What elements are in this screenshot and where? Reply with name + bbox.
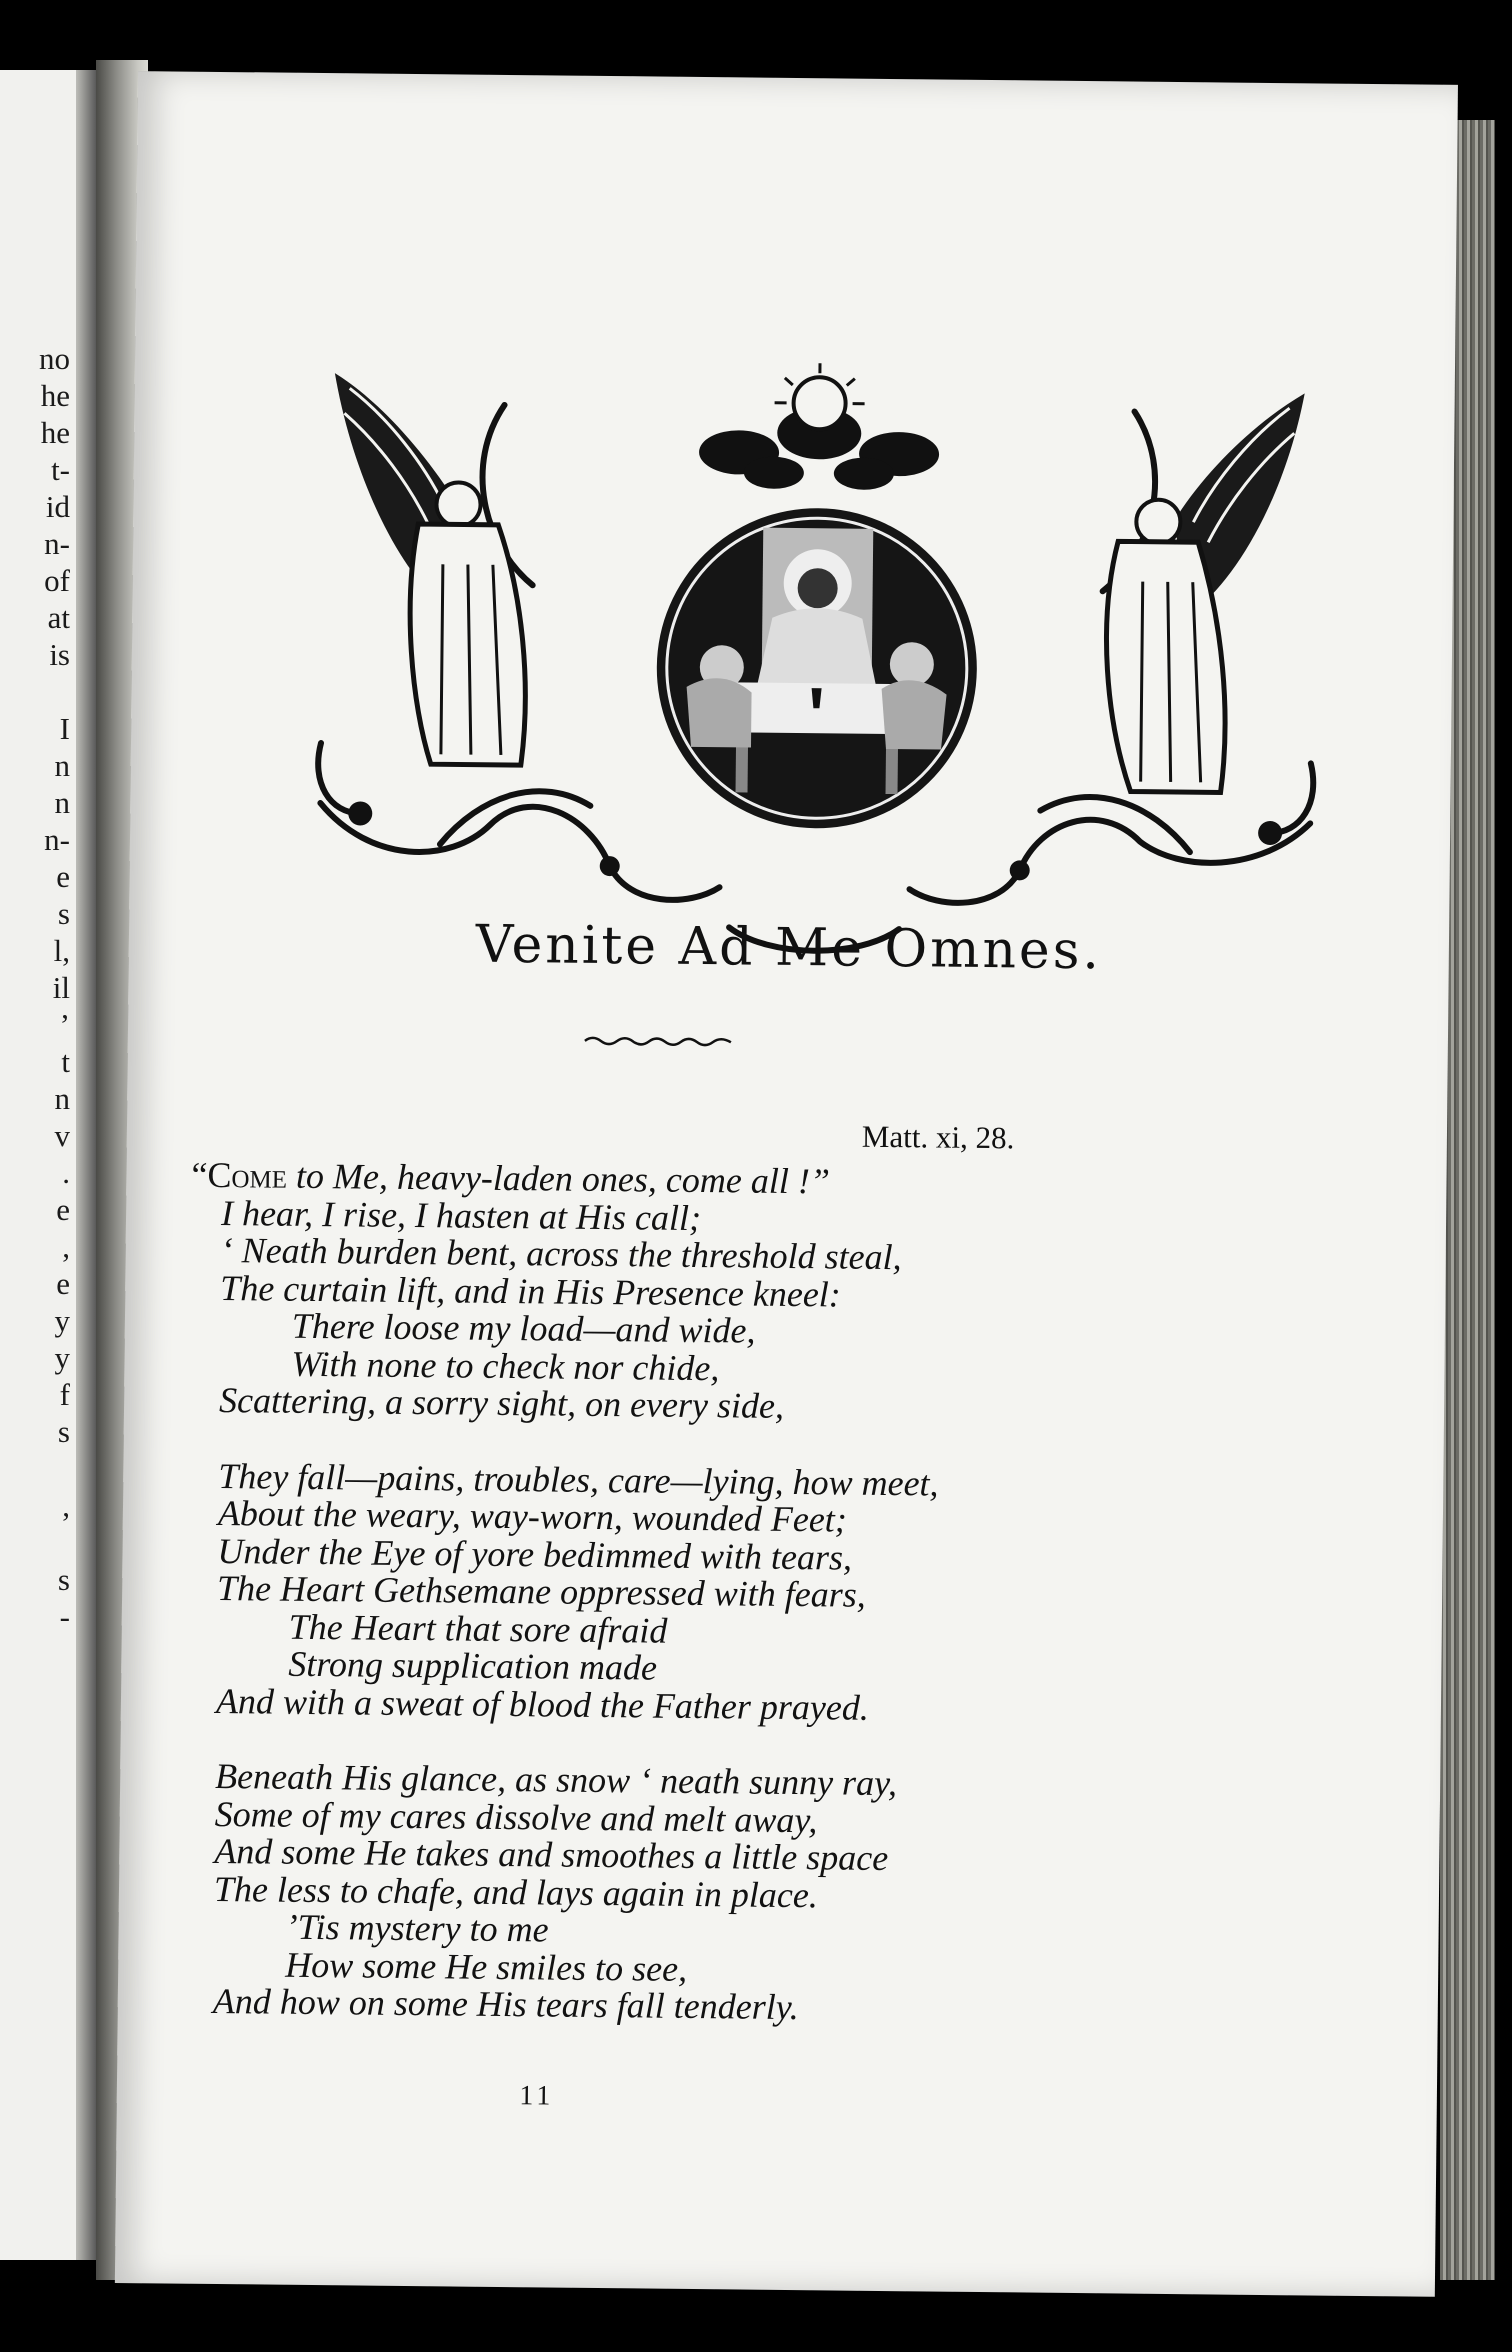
stanza	[191, 1154, 1372, 1432]
poem-line-text: Beneath His glance, as snow ‘ neath sunny ray,	[214, 1755, 898, 1804]
opening-quote: “	[191, 1154, 208, 1195]
poem-line-text: With none to check nor chide,	[291, 1343, 720, 1388]
facing-page-fragment: no	[39, 341, 70, 376]
facing-page-fragment: ,	[62, 1488, 70, 1523]
facing-page-fragment: e	[56, 1192, 70, 1227]
facing-page-fragment: s	[57, 1414, 70, 1449]
facing-page-fragment: t-	[51, 452, 70, 487]
stanza	[212, 1755, 1366, 2033]
facing-page-fragment: s	[57, 1562, 70, 1597]
poem-line-text: The less to chafe, and lays again in place.	[213, 1868, 819, 1915]
facing-page-fragment: .	[62, 1155, 70, 1190]
poem-line-text: And with a sweat of blood the Father prayed.	[215, 1680, 870, 1728]
poem-line-text: Strong supplication made	[288, 1643, 658, 1688]
facing-page-fragment: e	[56, 859, 70, 894]
book-page	[115, 71, 1458, 2297]
facing-page-fragment: he	[40, 415, 70, 450]
poem-line-text: ‘ Neath burden bent, across the threshold steal,	[220, 1230, 902, 1278]
facing-page-fragment: e	[56, 1266, 70, 1301]
poem-line-text: Under the Eye of yore bedimmed with tears,	[217, 1530, 853, 1578]
poem-line-text: And how on some His tears fall tenderly.	[212, 1980, 799, 2028]
facing-page-fragment: ’	[59, 1007, 70, 1042]
facing-page-fragment: n-	[44, 526, 70, 561]
facing-page-fragment: is	[49, 637, 70, 672]
poem-line-text: The Heart that sore afraid	[288, 1606, 668, 1651]
facing-page-fragment: il	[52, 970, 70, 1005]
facing-page-fragment: ,	[62, 1229, 70, 1264]
poem-title: Venite Ad Me Omnes.	[475, 914, 1103, 982]
facing-page-fragment: id	[45, 489, 70, 524]
poem-line-text: There loose my load—and wide,	[291, 1305, 756, 1351]
stanza	[215, 1455, 1369, 1733]
facing-page-left	[0, 70, 106, 2260]
facing-page-fragment: I	[59, 711, 70, 746]
poem-line-text: The Heart Gethsemane oppressed with fears,	[216, 1568, 866, 1615]
poem-line-text: Scattering, a sorry sight, on every side,	[218, 1380, 785, 1426]
facing-page-fragment: at	[47, 600, 70, 635]
facing-page-fragment: v	[54, 1118, 70, 1153]
facing-page-fragment: n	[54, 785, 70, 820]
facing-page-fragment: he	[40, 378, 70, 413]
facing-page-fragment: s	[57, 896, 70, 931]
facing-page-fragment: y	[54, 1340, 70, 1375]
poem-line-text: The curtain lift, and in His Presence kneel:	[220, 1267, 842, 1315]
poem-line-text: They fall—pains, troubles, care—lying, how meet,	[218, 1455, 939, 1504]
poem-body	[191, 1154, 1372, 2032]
poem-line-text: ’Tis mystery to me	[285, 1906, 549, 1950]
poem-line-text: How some He smiles to see,	[285, 1944, 688, 1989]
drop-word: Come	[207, 1154, 288, 1196]
scripture-reference: Matt. xi, 28.	[861, 1118, 1015, 1156]
poem-line-text: I hear, I rise, I hasten at His call;	[220, 1192, 702, 1238]
facing-page-fragment: n-	[44, 822, 70, 857]
page-number: 11	[519, 2080, 555, 2112]
facing-page-fragment: n	[54, 748, 70, 783]
facing-page-fragment: f	[59, 1377, 70, 1412]
facing-page-fragment: l,	[53, 933, 70, 968]
facing-page-fragment: of	[44, 563, 70, 598]
poem-line-text: Some of my cares dissolve and melt away,	[214, 1793, 818, 1840]
facing-page-fragment: y	[54, 1303, 70, 1338]
title-ornament-rule	[583, 1034, 733, 1050]
facing-page-fragment: t	[61, 1044, 70, 1079]
poem-line-text: About the weary, way-worn, wounded Feet;	[217, 1493, 848, 1540]
poem-line-text: to Me, heavy-laden ones, come all !”	[286, 1155, 831, 1202]
engraving-illustration	[289, 343, 1345, 974]
facing-page-fragment: -	[59, 1599, 70, 1634]
poem-line-text: And some He takes and smoothes a little space	[214, 1830, 889, 1879]
facing-page-fragment: n	[54, 1081, 70, 1116]
